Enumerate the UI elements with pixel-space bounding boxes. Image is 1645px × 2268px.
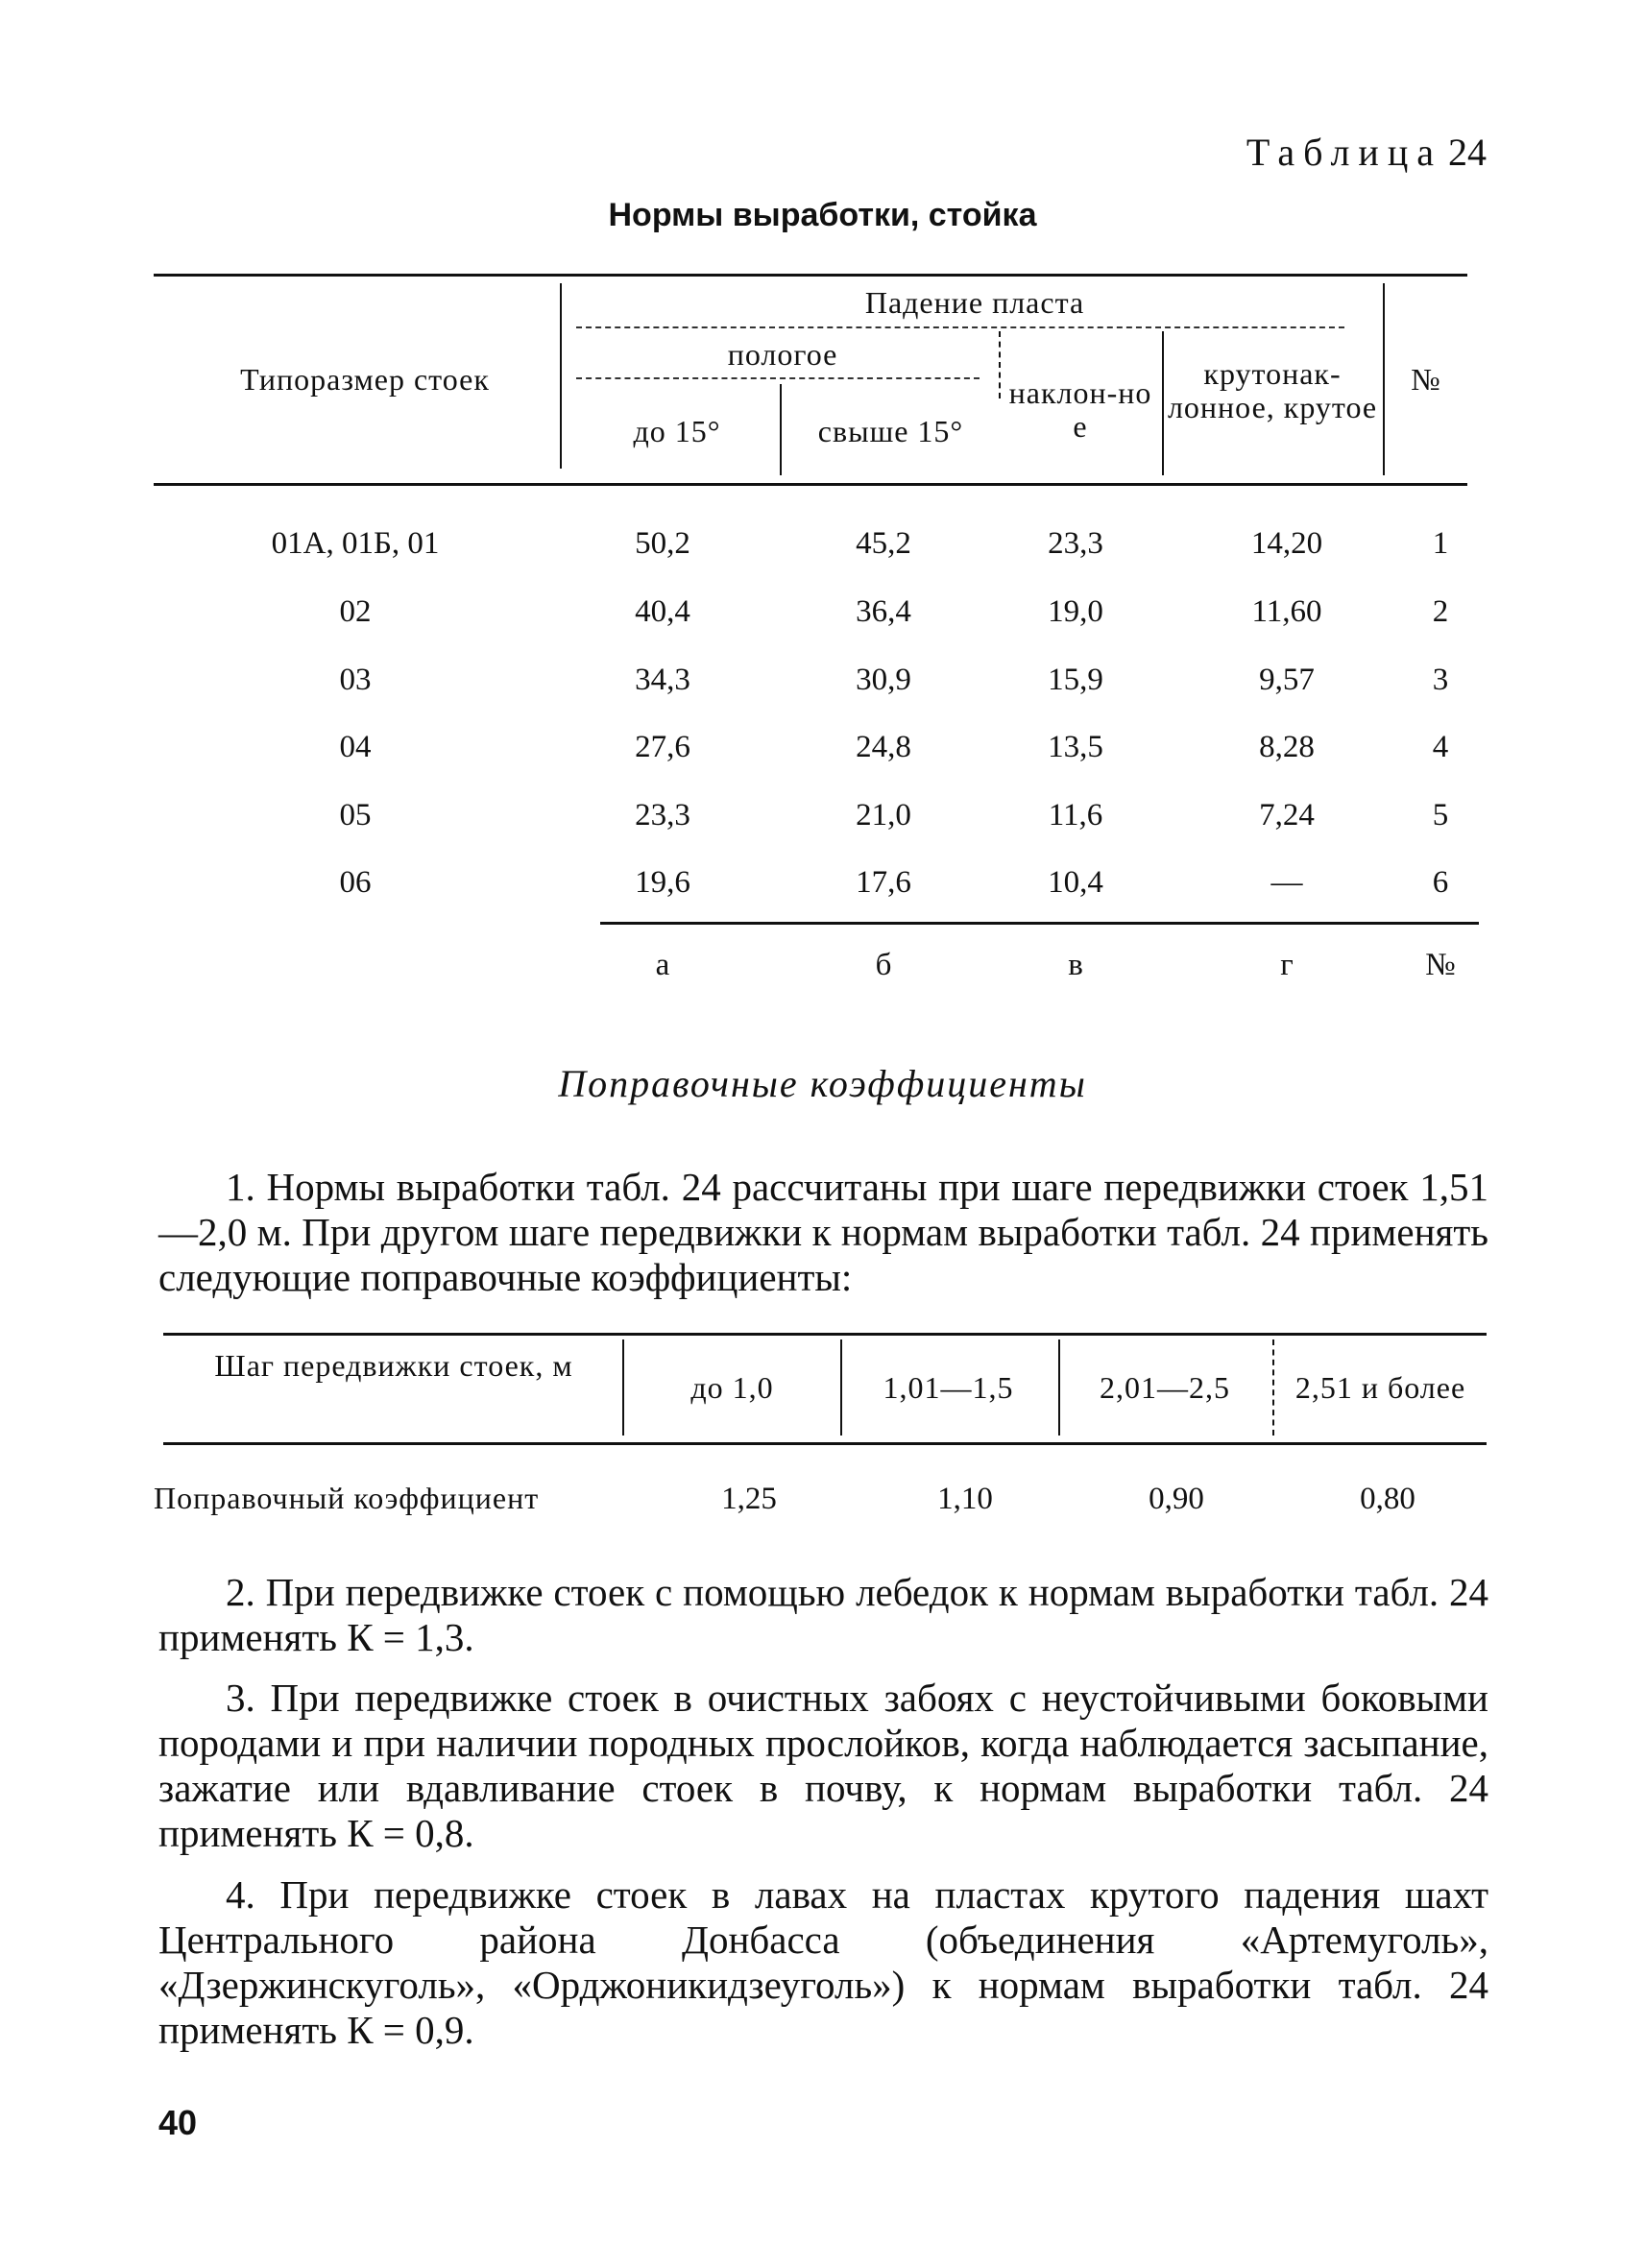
header-subgroup: пологое xyxy=(727,337,838,372)
row-type: 05 xyxy=(339,798,372,832)
header-over-15: свыше 15° xyxy=(817,414,964,448)
paragraph-4: 4. При передвижке стоек в лавах на пластах крутого падения шахт Центрального района Донбасса (объединения «Артемуголь», «Дзержинскуголь», «Орджоникидзеуголь») к нормам выработки табл. 24 применять К = 0,9. xyxy=(158,1872,1488,2052)
coef-value: 1,25 xyxy=(721,1482,777,1516)
coef-table-top-rule xyxy=(163,1333,1487,1336)
page-number: 40 xyxy=(158,2103,198,2142)
header-up-to-15: до 15° xyxy=(633,414,721,448)
row-d: 14,20 xyxy=(1250,526,1323,561)
row-d: 11,60 xyxy=(1251,594,1322,629)
table-label xyxy=(1246,130,1487,175)
paragraph-3: 3. При передвижке стоек в очистных забоях с неустойчивыми боковыми породами и при наличии породных прослойков, когда наблюдается засыпание, зажатие или вдавливание стоек в почву, к нормам выработки табл. 24 применять К = 0,8. xyxy=(158,1676,1488,1855)
header-steep: крутонак-лонное, крутое xyxy=(1167,356,1378,425)
header-divider xyxy=(1383,283,1385,475)
row-c: 13,5 xyxy=(1048,730,1103,764)
row-n: 5 xyxy=(1432,798,1449,832)
table-number: 24 xyxy=(1448,131,1487,174)
row-a: 50,2 xyxy=(635,526,690,561)
row-n: 3 xyxy=(1432,663,1449,697)
row-a: 23,3 xyxy=(635,798,690,832)
row-b: 21,0 xyxy=(856,798,911,832)
row-b: 24,8 xyxy=(856,730,911,764)
row-b: 36,4 xyxy=(856,594,911,629)
row-n: 2 xyxy=(1432,594,1449,629)
header-type: Типоразмер стоек xyxy=(240,362,490,397)
row-d: — xyxy=(1270,865,1303,900)
header-divider xyxy=(1162,331,1164,475)
paragraph-2: 2. При передвижке стоек с помощью лебедок к нормам выработки табл. 24 применять К = 1,3. xyxy=(158,1570,1488,1659)
row-a: 34,3 xyxy=(635,663,690,697)
coef-header: 1,01—1,5 xyxy=(883,1370,1014,1405)
coef-divider xyxy=(1058,1339,1060,1436)
header-subrule xyxy=(576,377,980,379)
table-bottom-rule xyxy=(600,922,1479,925)
row-d: 9,57 xyxy=(1259,663,1315,697)
row-type: 01А, 01Б, 01 xyxy=(271,526,440,561)
row-a: 27,6 xyxy=(635,730,690,764)
col-letter-a: а xyxy=(655,948,670,982)
row-c: 19,0 xyxy=(1048,594,1103,629)
row-a: 19,6 xyxy=(635,865,690,900)
row-b: 45,2 xyxy=(856,526,911,561)
header-subrule xyxy=(576,326,1344,328)
col-letter-b: б xyxy=(875,948,892,982)
header-divider xyxy=(780,384,782,475)
coef-header: до 1,0 xyxy=(690,1370,774,1405)
row-n: 4 xyxy=(1432,730,1449,764)
row-n: 1 xyxy=(1432,526,1449,561)
coef-value: 1,10 xyxy=(937,1482,993,1516)
table-label-word: Таблица xyxy=(1246,131,1442,174)
row-type: 03 xyxy=(339,663,372,697)
coef-header-label: Шаг передвижки стоек, м xyxy=(214,1348,573,1383)
row-c: 23,3 xyxy=(1048,526,1103,561)
coef-header: 2,01—2,5 xyxy=(1100,1370,1230,1405)
header-divider xyxy=(560,283,562,469)
row-c: 10,4 xyxy=(1048,865,1103,900)
header-num: № xyxy=(1411,362,1441,397)
col-letter-c: в xyxy=(1068,948,1083,982)
row-type: 02 xyxy=(339,594,372,629)
row-d: 8,28 xyxy=(1259,730,1315,764)
header-bottom-rule xyxy=(154,483,1467,486)
row-type: 06 xyxy=(339,865,372,900)
coef-value: 0,90 xyxy=(1149,1482,1204,1516)
header-divider xyxy=(999,331,1001,398)
header-inclined: наклон-ное xyxy=(1008,375,1152,445)
coef-divider xyxy=(622,1339,624,1436)
row-n: 6 xyxy=(1432,865,1449,900)
row-type: 04 xyxy=(339,730,372,764)
coef-divider xyxy=(1272,1339,1274,1436)
col-letter-n: № xyxy=(1425,948,1456,982)
coef-value: 0,80 xyxy=(1360,1482,1415,1516)
col-letter-d: г xyxy=(1280,948,1294,982)
coef-table-header-rule xyxy=(163,1442,1487,1445)
table-top-rule xyxy=(154,274,1467,277)
row-b: 30,9 xyxy=(856,663,911,697)
row-c: 11,6 xyxy=(1048,798,1103,832)
row-d: 7,24 xyxy=(1259,798,1315,832)
table-title: Нормы выработки, стойка xyxy=(608,197,1037,233)
coef-row-label: Поправочный коэффициент xyxy=(154,1481,540,1515)
coef-header: 2,51 и более xyxy=(1294,1370,1466,1405)
header-group: Падение пласта xyxy=(864,285,1085,320)
row-a: 40,4 xyxy=(635,594,690,629)
paragraph-1: 1. Нормы выработки табл. 24 рассчитаны при шаге передвижки стоек 1,51—2,0 м. При другом шаге передвижки к нормам выработки табл. 24 применять следующие поправочные коэффициенты: xyxy=(158,1165,1488,1299)
row-c: 15,9 xyxy=(1048,663,1103,697)
coef-divider xyxy=(840,1339,842,1436)
row-b: 17,6 xyxy=(856,865,911,900)
section-title: Поправочные коэффициенты xyxy=(558,1062,1087,1105)
